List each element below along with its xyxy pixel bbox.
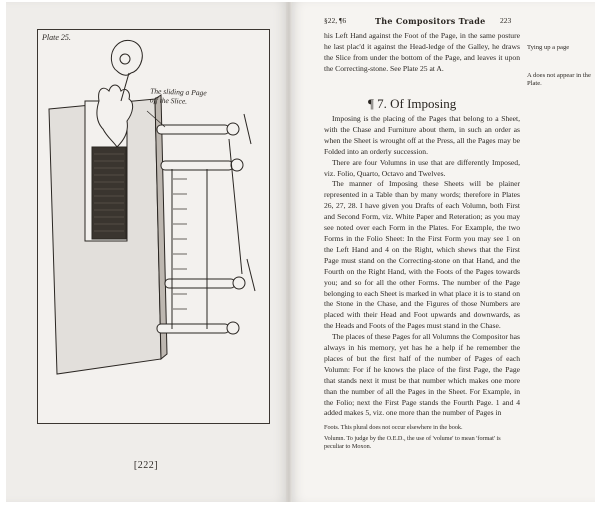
margin-note: A does not appear in the Plate. (527, 72, 591, 88)
footnote: Volumn. To judge by the O.E.D., the use of 'volume' to mean 'format' is peculiar to Moxon. (324, 435, 501, 450)
footnote: Foots. This plural does not occur elsewhere in the book. (324, 424, 463, 431)
plate-caption-line: off the Slice. (149, 95, 188, 106)
section-heading: ¶ 7. Of Imposing (368, 96, 457, 111)
main-text (324, 114, 520, 419)
margin-note: Tying up a page (527, 44, 570, 51)
left-page-folio: [222] (133, 460, 159, 471)
book-gutter (286, 2, 292, 502)
running-head-title: The Compositors Trade (375, 16, 486, 26)
paragraph: There are four Volumns in use that are differently Imposed, viz. Folio, Quarto, Octavo and Twelves. (324, 157, 520, 178)
running-head-section: §22, ¶6 (324, 16, 347, 25)
plate-caption-line: The sliding a Page (150, 86, 207, 98)
paragraph: his Left Hand against the Foot of the Page, in the same posture he last plac'd it against the Head-ledge of the Galley, he draws the Slice from under the bottom of the Page, and leaves it upon the Correcting-stone. See Plate 25 at A. (324, 31, 520, 73)
right-page-folio: 223 (500, 16, 512, 25)
paragraph: The manner of Imposing these Sheets will be plainer represented in a Table than by many words; therefore in Plates 26, 27, 28. I have given you Drafts of each Volumn, both First and Second Form, viz. White Paper and Reteration; as you may see noted over each Form in the Plates. For Example, the two Forms in the Folio Sheet: In the First Form you may see 1 on the Left Hand and 4 on the Right, which shews that the First Page must stand on the Correcting-stone on that Hand, and the Fourth on the Right Hand, with the Foots of the Pages towards you; and so for all the other Forms. The number of the Page belonging to each Sheet is marked in what place it is to stand on the Stone in the Chase, and the Figures of those Numbers are placed with their Head and Foot upwards and downwards, as the Heads and Foots of the Pages must stand in the Chase. (324, 179, 520, 331)
plate-caption (150, 86, 241, 107)
opening-text (324, 31, 520, 75)
plate-number-label: Plate 25. (42, 33, 71, 42)
paragraph: The places of these Pages for all Volumns the Compositor has always in his memory, yet has he a help if he remember the places of but the first half of the number of Pages of each Volumn: For if he knows the place of the first Page, the Page that stands next it must be that number which makes one more than the number of all the Pages in the Sheet. For Example, in the Folio; next the First Page stands the Fourth Page. 1 and 4 added makes 5, viz. one more than the number of Pages in (324, 332, 520, 418)
paragraph: Imposing is the placing of the Pages that belong to a Sheet, with the Chase and Furniture about them, in such an order as when the Sheet is wrought off at the Press, all the Pages may be Folded into an orderly succession. (324, 114, 520, 156)
footnotes (324, 424, 520, 454)
